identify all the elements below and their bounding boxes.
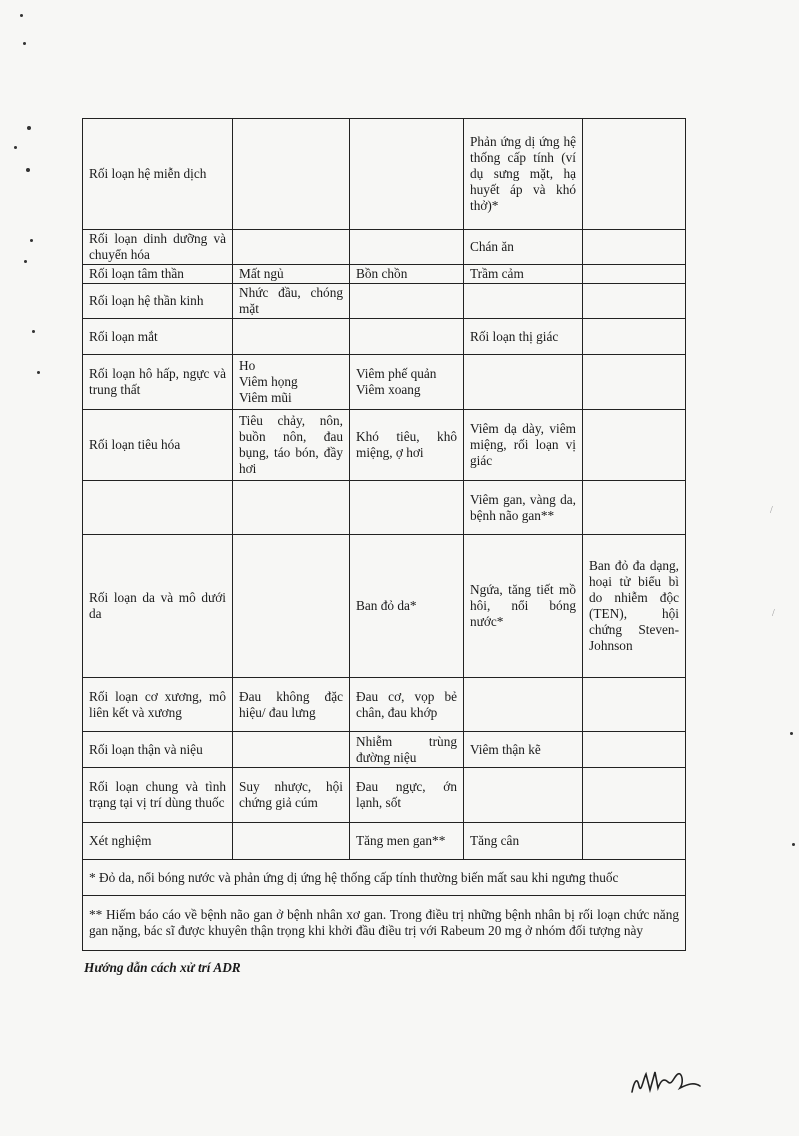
cell: Viêm gan, vàng da, bệnh não gan**: [464, 481, 583, 535]
cell: [583, 410, 686, 481]
scan-speck: [32, 330, 35, 333]
cell: [350, 284, 464, 319]
adr-table: [82, 118, 686, 951]
cell: [464, 678, 583, 732]
organ-cell: Rối loạn hệ miễn dịch: [83, 119, 233, 230]
cell: Chán ăn: [464, 230, 583, 265]
cell: Nhức đầu, chóng mặt: [233, 284, 350, 319]
cell: [233, 732, 350, 768]
cell: [583, 284, 686, 319]
cell: Viêm phế quản Viêm xoang: [350, 355, 464, 410]
organ-cell: Rối loạn tâm thần: [83, 265, 233, 284]
scan-speck: [20, 14, 23, 17]
table-row: [83, 678, 686, 732]
table-row: [83, 265, 686, 284]
table-row: [83, 119, 686, 230]
scan-speck: [26, 168, 30, 172]
table-row: [83, 535, 686, 678]
cell: [464, 768, 583, 823]
cell: [350, 319, 464, 355]
cell: [583, 119, 686, 230]
scan-speck: [23, 42, 26, 45]
organ-cell: Rối loạn mắt: [83, 319, 233, 355]
table-row: [83, 319, 686, 355]
cell: [233, 119, 350, 230]
footnote-row: [83, 896, 686, 951]
organ-cell: Rối loạn hô hấp, ngực và trung thất: [83, 355, 233, 410]
organ-cell: Rối loạn da và mô dưới da: [83, 535, 233, 678]
organ-cell: Rối loạn chung và tình trạng tại vị trí dùng thuốc: [83, 768, 233, 823]
margin-mark: /: [772, 608, 775, 619]
cell: Suy nhược, hội chứng giả cúm: [233, 768, 350, 823]
signature-icon: [628, 1062, 708, 1102]
scan-speck: [14, 146, 17, 149]
table-row: [83, 410, 686, 481]
cell: [233, 823, 350, 860]
cell: [583, 678, 686, 732]
cell: Ho Viêm họng Viêm mũi: [233, 355, 350, 410]
cell: [350, 481, 464, 535]
cell: [583, 319, 686, 355]
cell: Nhiễm trùng đường niệu: [350, 732, 464, 768]
section-heading: Hướng dẫn cách xử trí ADR: [84, 960, 241, 975]
organ-cell: Rối loạn dinh dưỡng và chuyển hóa: [83, 230, 233, 265]
table-row: [83, 732, 686, 768]
scan-speck: [792, 843, 795, 846]
organ-cell: Rối loạn tiêu hóa: [83, 410, 233, 481]
cell: Bồn chồn: [350, 265, 464, 284]
cell: [583, 265, 686, 284]
cell: [464, 355, 583, 410]
footnote-2: ** Hiếm báo cáo về bệnh não gan ở bệnh nhân xơ gan. Trong điều trị những bệnh nhân bị rối loạn chức năng gan nặng, bác sĩ được khuyên thận trọng khi khởi đầu điều trị với Rabeum 20 mg ở nhóm đối tượng này: [83, 896, 686, 951]
table-row: [83, 481, 686, 535]
cell: [233, 535, 350, 678]
cell: [583, 230, 686, 265]
table-row: [83, 768, 686, 823]
scan-speck: [24, 260, 27, 263]
cell: Ban đỏ đa dạng, hoại tử biểu bì do nhiễm độc (TEN), hội chứng Steven-Johnson: [583, 535, 686, 678]
scan-speck: [790, 732, 793, 735]
cell: Đau ngực, ớn lạnh, sốt: [350, 768, 464, 823]
cell: Tăng men gan**: [350, 823, 464, 860]
cell: [464, 284, 583, 319]
cell: [233, 481, 350, 535]
cell: [583, 355, 686, 410]
organ-cell: [83, 481, 233, 535]
cell: [233, 230, 350, 265]
cell: Tăng cân: [464, 823, 583, 860]
organ-cell: Rối loạn thận và niệu: [83, 732, 233, 768]
cell: Trầm cảm: [464, 265, 583, 284]
signature-mark: [628, 1062, 708, 1107]
cell: [350, 230, 464, 265]
footnote-row: [83, 860, 686, 896]
cell: [583, 732, 686, 768]
cell: [583, 481, 686, 535]
table-row: [83, 823, 686, 860]
cell: [583, 768, 686, 823]
cell: Mất ngủ: [233, 265, 350, 284]
organ-cell: Xét nghiệm: [83, 823, 233, 860]
cell: Tiêu chảy, nôn, buồn nôn, đau bụng, táo bón, đầy hơi: [233, 410, 350, 481]
cell: [350, 119, 464, 230]
cell: Đau không đặc hiệu/ đau lưng: [233, 678, 350, 732]
organ-cell: Rối loạn cơ xương, mô liên kết và xương: [83, 678, 233, 732]
cell: Viêm dạ dày, viêm miệng, rối loạn vị giác: [464, 410, 583, 481]
cell: Ban đỏ da*: [350, 535, 464, 678]
scan-speck: [37, 371, 40, 374]
organ-cell: Rối loạn hệ thần kinh: [83, 284, 233, 319]
table-row: [83, 284, 686, 319]
cell: Ngứa, tăng tiết mồ hôi, nổi bóng nước*: [464, 535, 583, 678]
cell: Đau cơ, vọp bẻ chân, đau khớp: [350, 678, 464, 732]
table-row: [83, 230, 686, 265]
cell: Phản ứng dị ứng hệ thống cấp tính (ví dụ sưng mặt, hạ huyết áp và khó thở)*: [464, 119, 583, 230]
cell: Rối loạn thị giác: [464, 319, 583, 355]
margin-mark: /: [770, 505, 773, 516]
scan-speck: [30, 239, 33, 242]
footnote-1: * Đỏ da, nổi bóng nước và phản ứng dị ứng hệ thống cấp tính thường biến mất sau khi ngưng thuốc: [83, 860, 686, 896]
table-row: [83, 355, 686, 410]
cell: [583, 823, 686, 860]
scan-speck: [27, 126, 31, 130]
cell: Viêm thận kẽ: [464, 732, 583, 768]
cell: [233, 319, 350, 355]
cell: Khó tiêu, khô miệng, ợ hơi: [350, 410, 464, 481]
